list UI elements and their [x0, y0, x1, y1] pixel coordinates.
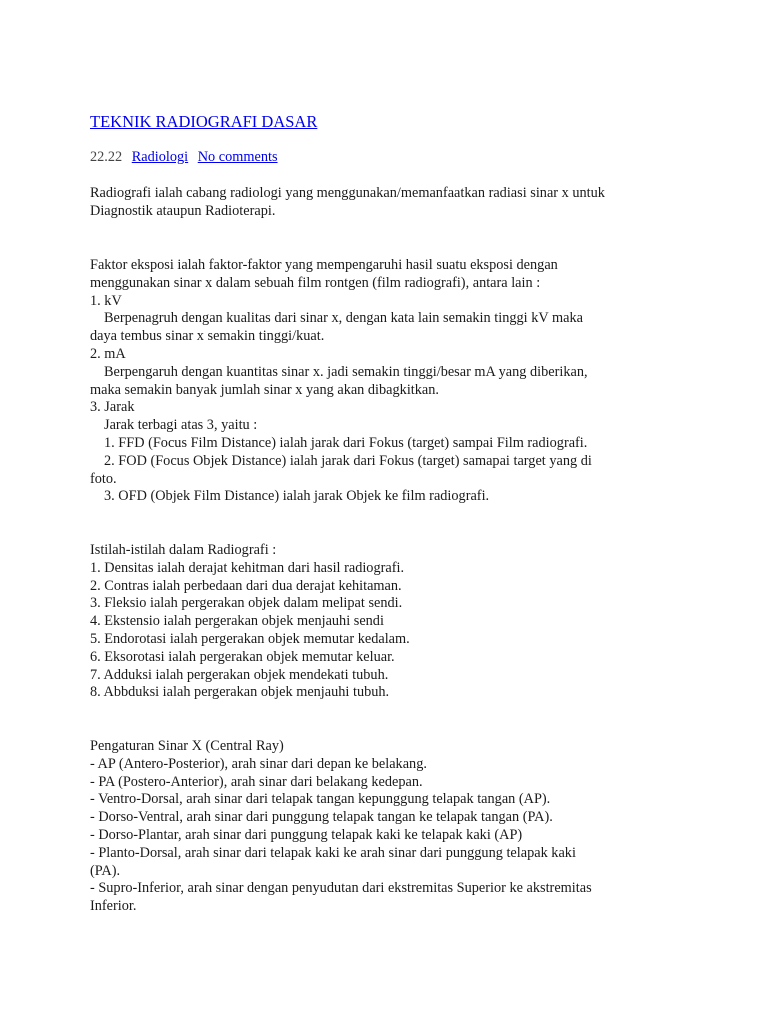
faktor-line: Berpengaruh dengan kuantitas sinar x. jadi semakin tinggi/besar mA yang diberikan, — [104, 363, 588, 380]
pengaturan-line: Pengaturan Sinar X (Central Ray) — [90, 738, 284, 754]
faktor-line: foto. — [90, 470, 117, 487]
istilah-line: Istilah-istilah dalam Radiografi : — [90, 542, 277, 558]
pengaturan-line: (PA). — [90, 862, 121, 879]
faktor-line: Jarak terbagi atas 3, yaitu : — [104, 417, 258, 434]
faktor-line: 3. Jarak — [90, 399, 135, 416]
pengaturan-line: Inferior. — [90, 898, 137, 915]
post-title-link[interactable]: TEKNIK RADIOGRAFI DASAR — [90, 112, 318, 131]
istilah-line: 7. Adduksi ialah pergerakan objek mendekati tubuh. — [90, 666, 389, 683]
post-time: 22.22 — [90, 149, 123, 165]
faktor-line: 3. OFD (Objek Film Distance) ialah jarak Objek ke film radiografi. — [104, 488, 490, 505]
faktor-line: 1. FFD (Focus Film Distance) ialah jarak dari Fokus (target) sampai Film radiografi. — [104, 434, 588, 451]
istilah-line: 1. Densitas ialah derajat kehitman dari hasil radiografi. — [90, 559, 405, 576]
intro-paragraph — [90, 185, 690, 221]
istilah-line: 6. Eksorotasi ialah pergerakan objek memutar keluar. — [90, 648, 395, 665]
pengaturan-line: - PA (Postero-Anterior), arah sinar dari belakang kedepan. — [90, 773, 423, 790]
pengaturan-line: - AP (Antero-Posterior), arah sinar dari depan ke belakang. — [90, 755, 427, 772]
faktor-line: daya tembus sinar x semakin tinggi/kuat. — [90, 328, 325, 345]
category-link[interactable]: Radiologi — [131, 149, 189, 165]
istilah-line: 2. Contras ialah perbedaan dari dua derajat kehitaman. — [90, 577, 402, 594]
intro-line: Diagnostik ataupun Radioterapi. — [90, 202, 276, 219]
faktor-line: maka semakin banyak jumlah sinar x yang akan dibagkitkan. — [90, 381, 439, 398]
istilah-section — [90, 542, 690, 702]
pengaturan-line: - Planto-Dorsal, arah sinar dari telapak kaki ke arah sinar dari punggung telapak kaki — [90, 844, 576, 861]
pengaturan-line: - Dorso-Plantar, arah sinar dari punggung telapak kaki ke telapak kaki (AP) — [90, 826, 523, 843]
faktor-line: menggunakan sinar x dalam sebuah film rontgen (film radiografi), antara lain : — [90, 274, 541, 291]
comments-link[interactable]: No comments — [197, 149, 278, 165]
pengaturan-line: - Supro-Inferior, arah sinar dengan penyudutan dari ekstremitas Superior ke akstremitas — [90, 880, 592, 897]
faktor-line: Faktor eksposi ialah faktor-faktor yang mempengaruhi hasil suatu eksposi dengan — [90, 257, 558, 273]
pengaturan-line: - Ventro-Dorsal, arah sinar dari telapak tangan kepunggung telapak tangan (AP). — [90, 791, 551, 808]
faktor-line: 1. kV — [90, 292, 122, 309]
faktor-line: 2. FOD (Focus Objek Distance) ialah jarak dari Fokus (target) samapai target yang di — [104, 452, 592, 469]
faktor-line: 2. mA — [90, 345, 126, 362]
istilah-line: 5. Endorotasi ialah pergerakan objek memutar kedalam. — [90, 630, 410, 647]
istilah-line: 3. Fleksio ialah pergerakan objek dalam melipat sendi. — [90, 595, 403, 612]
istilah-line: 8. Abbduksi ialah pergerakan objek menjauhi tubuh. — [90, 684, 390, 701]
intro-line: Radiografi ialah cabang radiologi yang menggunakan/memanfaatkan radiasi sinar x untuk — [90, 185, 605, 201]
faktor-line: Berpenagruh dengan kualitas dari sinar x, dengan kata lain semakin tinggi kV maka — [104, 310, 583, 327]
post-meta — [90, 149, 278, 166]
pengaturan-section — [90, 738, 690, 916]
istilah-line: 4. Ekstensio ialah pergerakan objek menjauhi sendi — [90, 613, 384, 630]
faktor-section — [90, 257, 690, 506]
pengaturan-line: - Dorso-Ventral, arah sinar dari punggung telapak tangan ke telapak tangan (PA). — [90, 809, 553, 826]
